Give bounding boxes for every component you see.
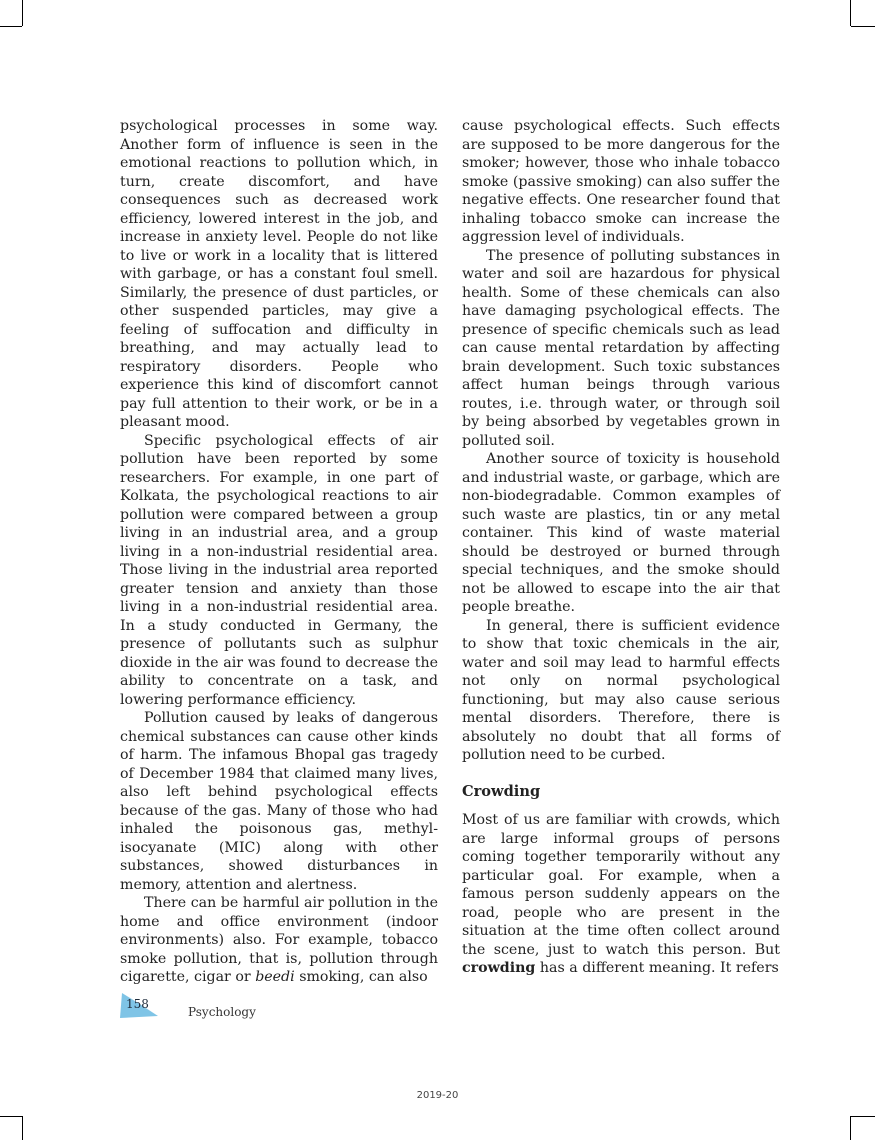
paragraph: cause psychological effects. Such effects are supposed to be more dangerous for the smoker; however, those who inhale tobacco smoke (passive smoking) can also suffer the negative effects. One researcher found that inhaling tobacco smoke can increase the aggression level of individuals.	[462, 118, 780, 245]
book-title: Psychology	[188, 1005, 256, 1019]
paragraph: The presence of polluting substances in water and soil are hazardous for physical health. Some of these chemicals can also have damaging psychological effects. The presence of specific chemicals such as lead can cause mental retardation by affecting brain development. Such toxic substances affect human beings through various routes, i.e. through water, or through soil by being absorbed by vegetables grown in polluted soil.	[462, 247, 780, 449]
paragraph-text: smoking, can also	[299, 969, 428, 985]
paragraph: Pollution caused by leaks of dangerous chemical substances can cause other kinds of harm. The infamous Bhopal gas tragedy of December 1984 that claimed many lives, also left behind psychological effects because of the gas. Many of those who had inhaled the poisonous gas, methyl-isocyanate (MIC) along with other substances, showed disturbances in memory, attention and alertness.	[120, 710, 438, 893]
paragraph-text: Most of us are familiar with crowds, which are large informal groups of persons coming together temporarily without any particular goal. For example, when a famous person suddenly appears on the road, people who are present in the situation at the time often collect around the scene, just to watch this person. But	[462, 812, 780, 958]
page-number: 158	[126, 997, 149, 1011]
bold-term: crowding	[462, 960, 536, 976]
crop-mark-top-right	[850, 0, 851, 26]
right-column	[462, 117, 780, 978]
paragraph: Specific psychological effects of air pollution have been reported by some researchers. For example, in one part of Kolkata, the psychological reactions to air pollution were compared between a group living in an industrial area, and a group living in a non-industrial residential area. Those living in the industrial area reported greater tension and anxiety than those living in a non-industrial residential area. In a study conducted in Germany, the presence of pollutants such as sulphur dioxide in the air was found to decrease the ability to concentrate on a task, and lowering performance efficiency.	[120, 432, 438, 708]
left-column	[120, 117, 438, 987]
paragraph: Another source of toxicity is household and industrial waste, or garbage, which are non-biodegradable. Common examples of such waste are plastics, tin or any metal container. This kind of waste material should be destroyed or burned through special techniques, and the smoke should not be allowed to escape into the air that people breathe.	[462, 451, 780, 615]
paragraph	[462, 811, 780, 978]
paragraph-text: has a different meaning. It refers	[539, 960, 779, 976]
crop-mark-top-left	[22, 0, 23, 26]
italic-term: beedi	[255, 969, 295, 985]
crop-mark-bottom-right	[851, 1116, 875, 1117]
crop-mark-top-left	[0, 26, 22, 27]
paragraph-text: There can be harmful air pollution in the home and office environment (indoor environments) also. For example, tobacco smoke pollution, that is, pollution through cigarette, cigar or	[120, 895, 438, 985]
paragraph: In general, there is sufficient evidence to show that toxic chemicals in the air, water and soil may lead to harmful effects not only on normal psychological functioning, but may also cause serious mental disorders. Therefore, there is absolutely no doubt that all forms of pollution need to be curbed.	[462, 617, 780, 763]
section-heading: Crowding	[462, 782, 541, 800]
paragraph	[120, 894, 438, 987]
paragraph: psychological processes in some way. Another form of influence is seen in the emotional reactions to pollution which, in turn, create discomfort, and have consequences such as decreased work efficiency, lowered interest in the job, and increase in anxiety level. People do not like to live or work in a locality that is littered with garbage, or has a constant foul smell. Similarly, the presence of dust particles, or other suspended particles, may give a feeling of suffocation and difficulty in breathing, and may actually lead to respiratory disorders. People who experience this kind of discomfort cannot pay full attention to their work, or be in a pleasant mood.	[120, 118, 438, 430]
edition-year: 2019-20	[416, 1090, 459, 1101]
crop-mark-top-right	[851, 26, 875, 27]
crop-mark-bottom-left	[0, 1116, 22, 1117]
crop-mark-bottom-right	[850, 1116, 851, 1140]
crop-mark-bottom-left	[22, 1116, 23, 1140]
page-number-badge	[118, 990, 162, 1020]
